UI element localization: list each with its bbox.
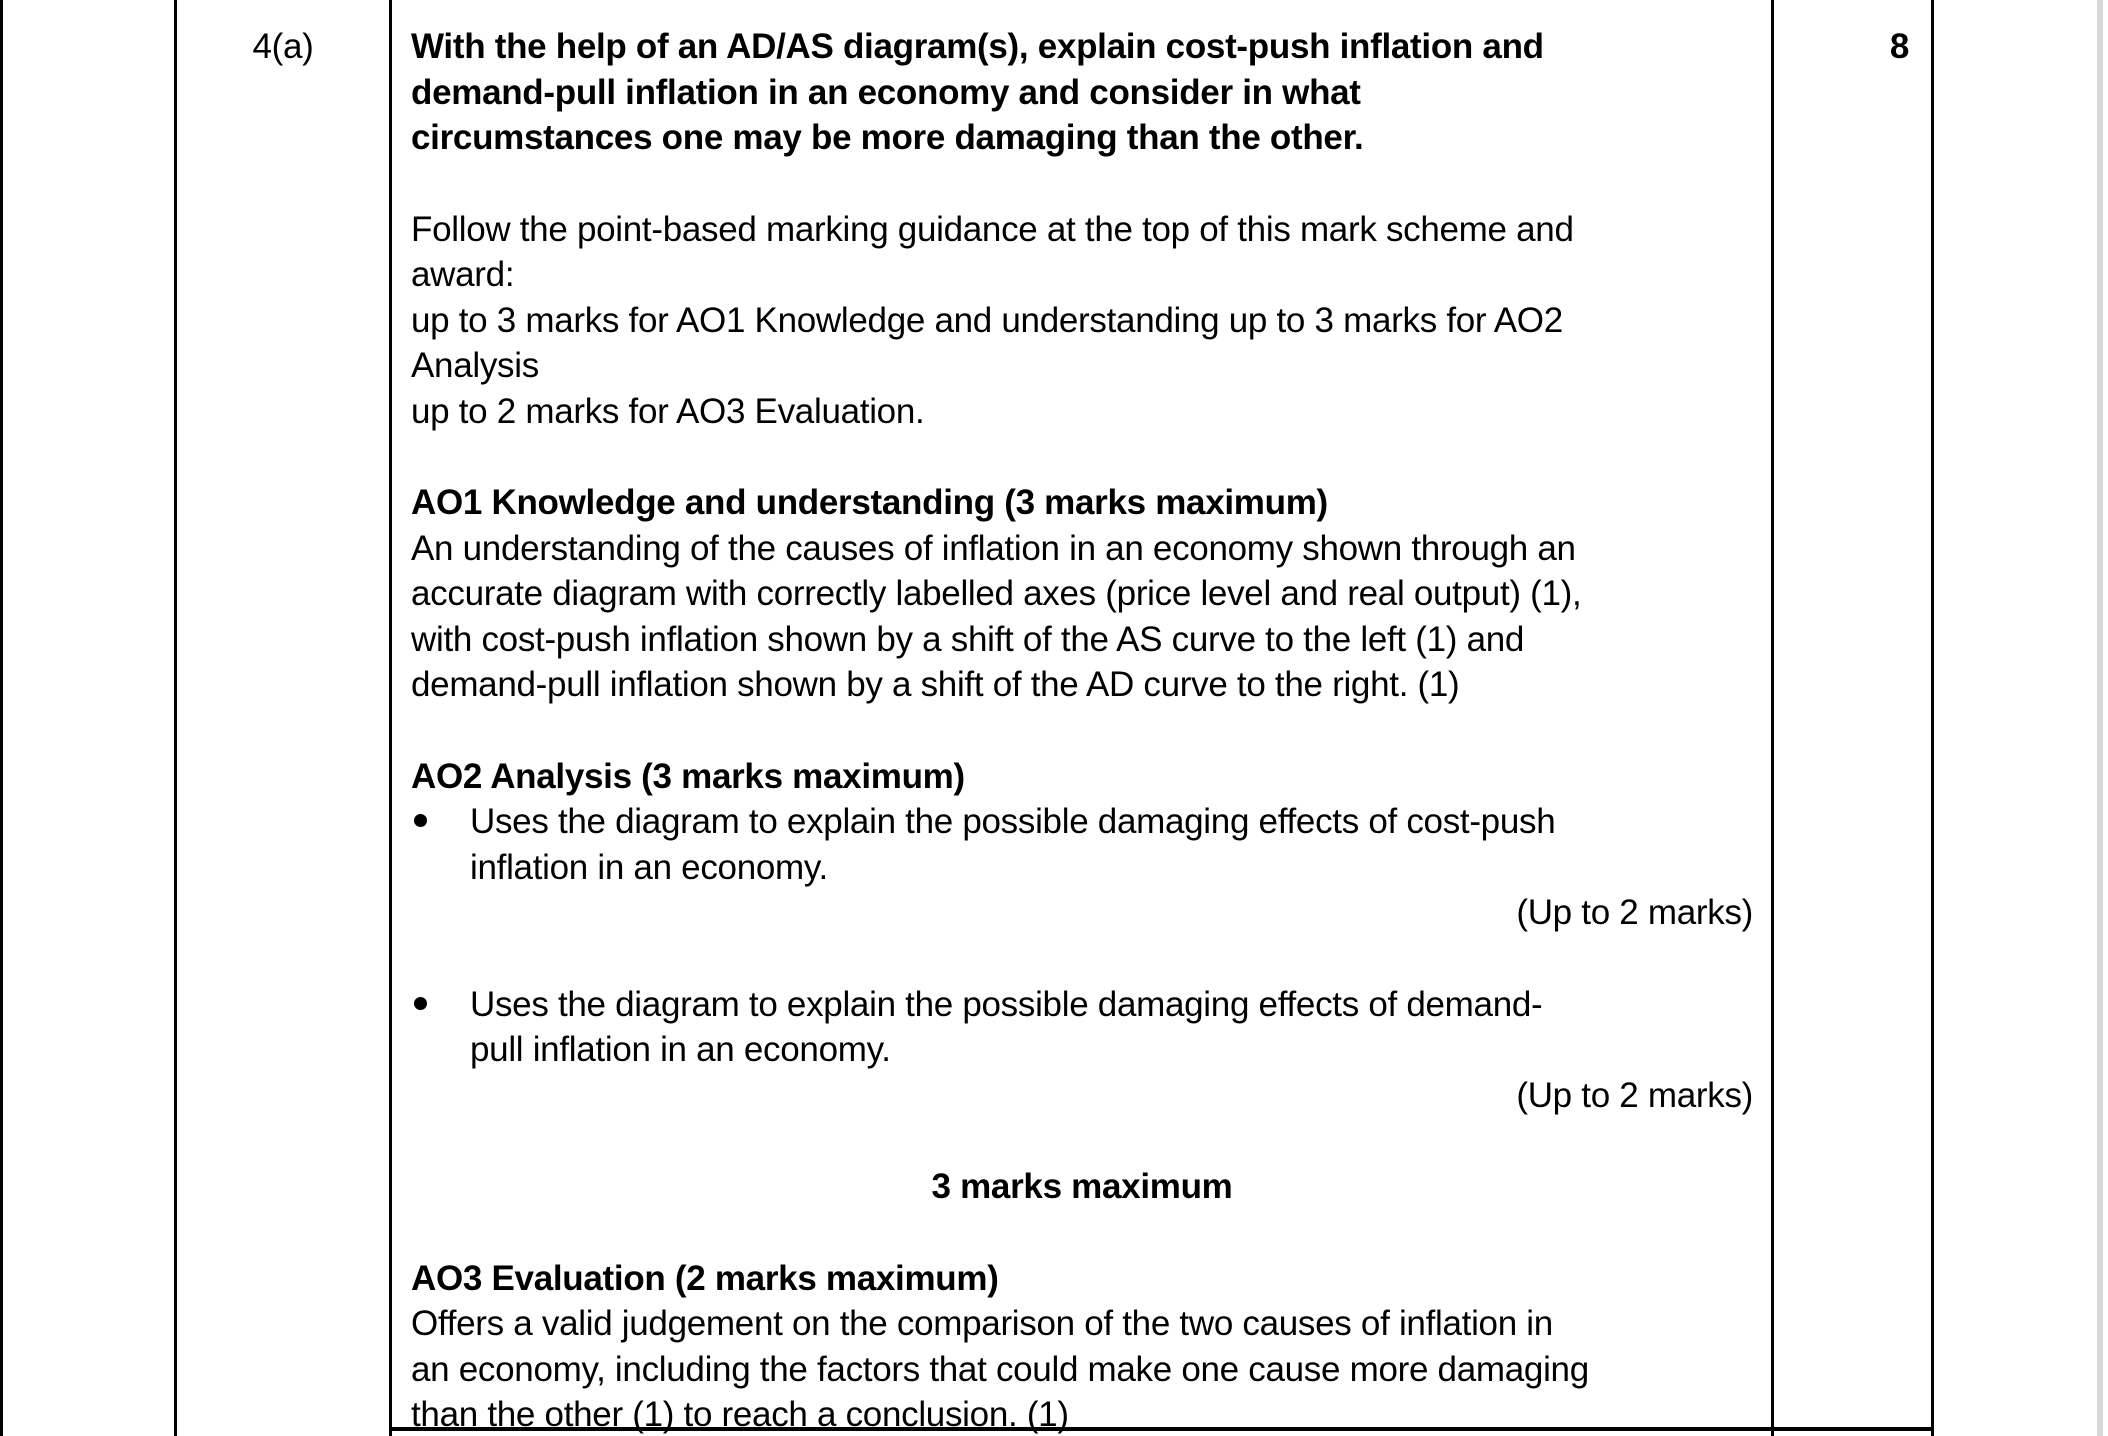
ao1-section	[411, 480, 1753, 708]
ao2-bullet-2-award: (Up to 2 marks)	[1516, 1075, 1753, 1115]
text-line: award:	[411, 255, 515, 294]
ao3-body	[411, 1301, 1753, 1436]
question-title	[411, 24, 1753, 161]
table-border-marks-left	[1771, 0, 1774, 1436]
text-line: pull inflation in an economy.	[470, 1030, 891, 1069]
text-line: an economy, including the factors that could make one cause more damaging	[411, 1349, 1589, 1389]
ao2-bullet-1-text	[470, 799, 1753, 890]
ao2-max-note: 3 marks maximum	[931, 1167, 1233, 1206]
ao3-section	[411, 1256, 1753, 1436]
bullet-icon	[414, 997, 427, 1010]
table-border-left	[0, 0, 3, 1436]
text-line: up to 2 marks for AO3 Evaluation.	[411, 391, 925, 431]
ao2-bullet-2-text	[470, 982, 1753, 1073]
text-line: demand-pull inflation shown by a shift of the AD curve to the right. (1)	[411, 665, 1460, 704]
text-line: Uses the diagram to explain the possible damaging effects of cost-push	[470, 802, 1556, 841]
ao2-heading: AO2 Analysis (3 marks maximum)	[411, 756, 965, 796]
text-line: An understanding of the causes of inflation in an economy shown through an	[411, 528, 1576, 568]
ao2-bullet-1	[411, 799, 1753, 890]
answer-cell	[392, 24, 1771, 1436]
ao1-body	[411, 526, 1753, 708]
text-line: accurate diagram with correctly labelled axes (price level and real output) (1),	[411, 574, 1582, 613]
text-line: inflation in an economy.	[470, 847, 828, 887]
page-scan-edge	[2097, 0, 2103, 1436]
marks-value: 8	[1889, 27, 1909, 66]
ao1-heading: AO1 Knowledge and understanding (3 marks maximum)	[411, 483, 1328, 522]
question-number: 4(a)	[252, 27, 314, 66]
ao2-bullet-2	[411, 982, 1753, 1073]
text-line: Offers a valid judgement on the comparison of the two causes of inflation in	[411, 1304, 1553, 1343]
text-line: Uses the diagram to explain the possible damaging effects of demand-	[470, 984, 1543, 1024]
ao2-section	[411, 754, 1753, 1210]
ao2-bullet-1-award: (Up to 2 marks)	[1516, 893, 1753, 932]
text-line: up to 3 marks for AO1 Knowledge and understanding up to 3 marks for AO2	[411, 300, 1563, 340]
text-line: than the other (1) to reach a conclusion. (1)	[411, 1395, 1069, 1434]
marks-cell	[1774, 24, 1931, 70]
text-line: Analysis	[411, 346, 539, 385]
text-line: demand-pull inflation in an economy and consider in what	[411, 72, 1361, 112]
text-line: with cost-push inflation shown by a shift of the AS curve to the left (1) and	[411, 619, 1525, 659]
table-border-question-left	[174, 0, 177, 1436]
bullet-icon	[414, 814, 427, 827]
table-border-marks-right	[1931, 0, 1934, 1436]
text-line: Follow the point-based marking guidance at the top of this mark scheme and	[411, 209, 1574, 249]
question-number-cell	[177, 24, 389, 70]
ao3-heading: AO3 Evaluation (2 marks maximum)	[411, 1258, 999, 1298]
marking-guidance	[411, 207, 1753, 435]
text-line: With the help of an AD/AS diagram(s), explain cost-push inflation and	[411, 27, 1544, 66]
text-line: circumstances one may be more damaging than the other.	[411, 118, 1364, 157]
